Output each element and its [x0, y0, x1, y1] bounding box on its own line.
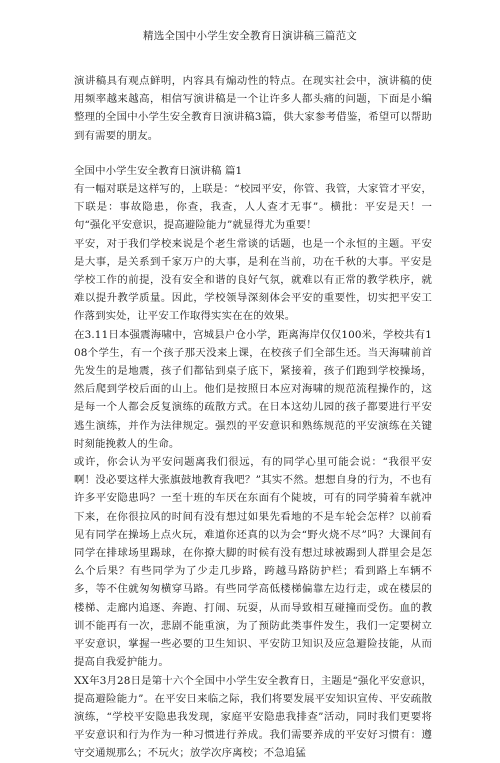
body-paragraph: XX年3月28日是第十六个全国中小学生安全教育日，主题是“强化平安意识，提高避险能力”。在平安日来临之际，我们将要发展平安知识宣传、平安疏散演练，“学校平安隐患我发现，家庭平安隐患我排查”活动，同时我们更要将平安意识和行为作为一种习惯进行养成。我们需要养成的平安好习惯有：遵守交通规那么；不玩火；放学次序离校；不急追猛	[74, 674, 432, 760]
intro-paragraph: 演讲稿具有观点鲜明，内容具有煽动性的特点。在现实社会中，演讲稿的使用频率越来越高，相信写演讲稿是一个让许多人都头痛的问题，下面是小编整理的全国中小学生安全教育日演讲稿3篇，供大家参考借鉴，希望可以帮助到有需要的朋友。	[74, 75, 432, 142]
document-title: 精选全国中小学生安全教育日演讲稿三篇范文	[143, 30, 357, 42]
body-paragraph: 或许，你会认为平安问题离我们很远，有的同学心里可能会说：“我很平安啊！没必要这样大张旗鼓地教育我吧？”其实不然。想想自身的行为，不也有许多平安隐患吗？一至十班的车厌在东面有个陡坡，可有的同学骑着车就冲下来，在你很拉风的时间有没有想过如果先看地的不是车轮会怎样？以前看见有同学在操场上点火玩，难道你还真的以为会“野火烧不尽”吗？大课间有同学在排球场里踢球，在你撩大脚的时候有没有想过球被踢到人群里会是怎么个后果？有些同学为了少走几步路，跨越马路防护栏；看到路上车辆不多，等不住就匆匆横穿马路。有些同学高低楼梯偏靠左边行走，或在楼层的楼梯、走廊内追逐、奔跑、打闹、玩耍，从而导致相互碰撞而受伤。血的教训不能再有一次，悲剧不能重演，为了预防此类事件发生，我们一定要树立平安意识，掌握一些必要的卫生知识、平安防卫知识及应急避险技能，从而提高自我爱护能力。	[74, 456, 432, 669]
document-body	[74, 72, 432, 763]
body-paragraph: 平安，对于我们学校来说是个老生常谈的话题，也是一个永恒的主题。平安是大事，是关系到千家万户的大事，是利在当前，功在千秋的大事。平安是学校工作的前提，没有安全和谐的良好气氛，就难以有正常的教学秩序，就难以提升教学质量。因此，学校领导深刻体会平安的重要性，切实把平安工作落到实处，让平安工作取得实实在在的效果。	[74, 237, 432, 323]
body-paragraph: 有一幅对联是这样写的，上联是：“校园平安，你管、我管，大家管才平安，下联是：事故隐患，你查，我查，人人查才无事”。横批：平安是天！一句“强化平安意识，提高避险能力”就显得尤为重要！	[74, 183, 432, 232]
body-paragraph: 在3.11日本强震海啸中，宫城县户仓小学，距离海岸仅仅100米，学校共有108个学生，有一个孩子那天没来上课，在校孩子们全部生还。当天海啸前首先发生的是地震，孩子们都钻到桌子底下，紧接着，孩子们跑到学校操场，然后爬到学校后面的山上。他们是按照日本应对海啸的规范流程操作的，这是每一个人都会反复演练的疏散方式。在日本这幼儿园的孩子都要进行平安逃生演练，并作为法律规定。强烈的平安意识和熟练规范的平安演练在关键时刻能挽救人的生命。	[74, 328, 432, 450]
section-heading: 全国中小学生安全教育日演讲稿 篇1	[74, 164, 243, 177]
